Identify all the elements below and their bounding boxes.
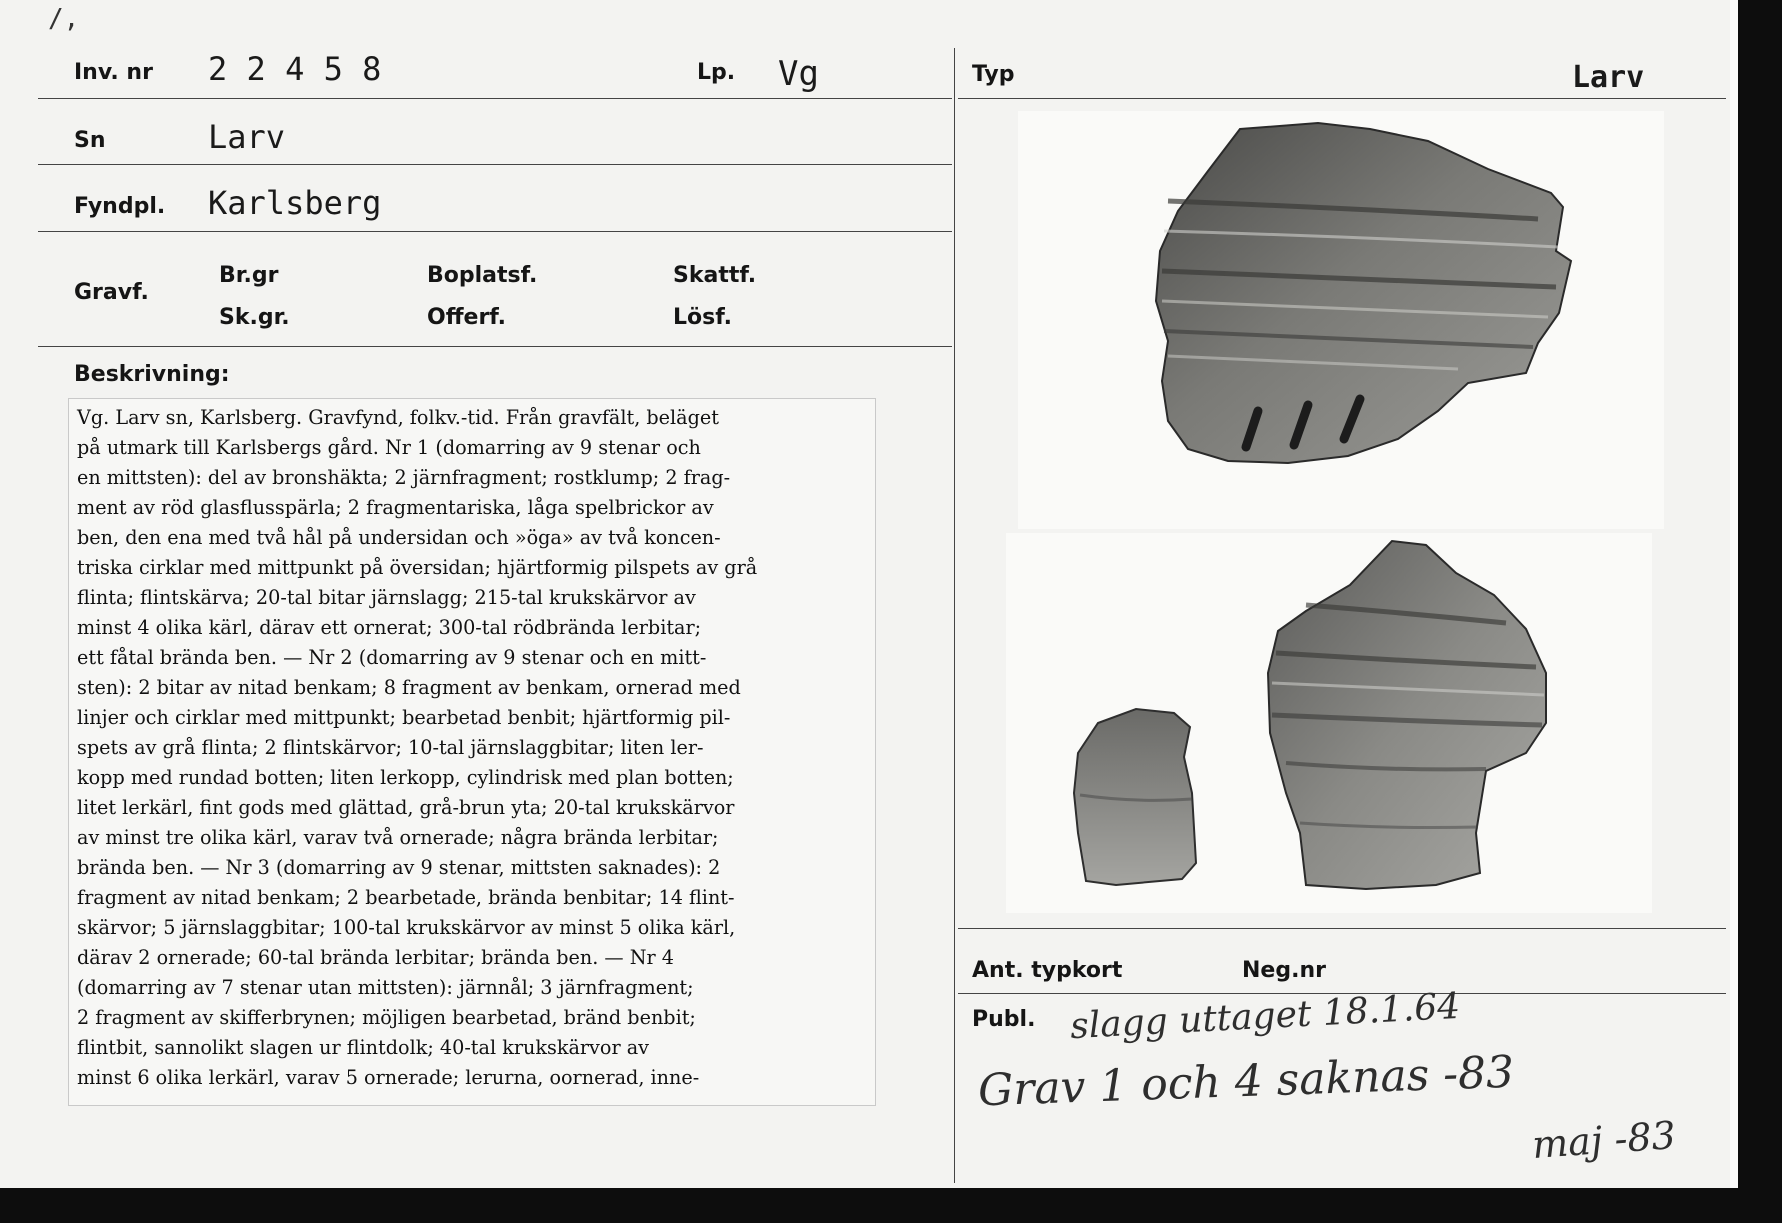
description-line: ben, den ena med två hål på undersidan och »öga» av två koncen- [77,526,721,549]
losf-label: Lösf. [673,305,732,330]
description-line: brända ben. — Nr 3 (domarring av 9 stenar, mittsten saknades): 2 [77,856,721,879]
description-line: linjer och cirklar med mittpunkt; bearbetad benbit; hjärtformig pil- [77,706,731,729]
offerf-label: Offerf. [427,305,507,330]
inv-nr-value: 2 2 4 5 8 [208,50,382,88]
rule-sn [38,164,952,165]
gravf-label: Gravf. [74,280,149,305]
description-line: fragment av nitad benkam; 2 bearbetade, brända benbitar; 14 flint- [77,886,735,909]
description-line: 2 fragment av skifferbrynen; möjligen bearbetad, bränd benbit; [77,1006,696,1029]
inv-nr-label: Inv. nr [74,60,153,85]
description-line: på utmark till Karlsbergs gård. Nr 1 (domarring av 9 stenar och [77,436,701,459]
corner-mark: /, [48,4,80,34]
handwritten-note-maj: maj -83 [1530,1113,1678,1167]
negnr-label: Neg.nr [1242,958,1326,983]
skattf-label: Skattf. [673,263,757,288]
rule-ant [958,928,1726,929]
sn-label: Sn [74,128,106,153]
description-line: därav 2 ornerade; 60-tal brända lerbitar; brända ben. — Nr 4 [77,946,674,969]
description-line: Vg. Larv sn, Karlsberg. Gravfynd, folkv.-tid. Från gravfält, beläget [77,406,719,429]
description-line: flinta; flintskärva; 20-tal bitar järnslagg; 215-tal krukskärvor av [77,586,696,609]
fyndpl-label: Fyndpl. [74,194,166,219]
description-line: minst 6 olika lerkärl, varav 5 ornerade; lerurna, oornerad, inne- [77,1066,700,1089]
card-edge [1730,0,1738,1188]
lp-label: Lp. [697,60,736,85]
description-line: (domarring av 7 stenar utan mittsten): järnnål; 3 järnfragment; [77,976,694,999]
rule-inv [38,98,952,99]
column-divider [954,48,955,1183]
ant-typkort-label: Ant. typkort [972,958,1123,983]
sherd-top-image [1018,111,1664,529]
rule-fyndpl [38,231,952,232]
sherds-bottom-image [1006,533,1652,913]
handwritten-note-grav: Grav 1 och 4 saknas -83 [977,1046,1515,1117]
description-slip [68,398,876,1106]
typ-label: Typ [972,62,1015,87]
fyndpl-value: Karlsberg [208,184,382,222]
description-line: kopp med rundad botten; liten lerkopp, cylindrisk med plan botten; [77,766,734,789]
rule-gravf [38,346,952,347]
description-line: spets av grå flinta; 2 flintskärvor; 10-tal järnslaggbitar; liten ler- [77,736,704,759]
description-line: en mittsten): del av bronshäkta; 2 järnfragment; rostklump; 2 frag- [77,466,731,489]
handwritten-note-slagg: slagg uttaget 18.1.64 [1069,985,1462,1048]
typ-value: Larv [1572,60,1645,95]
description-line: flintbit, sannolikt slagen ur flintdolk; 40-tal krukskärvor av [77,1036,649,1059]
publ-label: Publ. [972,1007,1036,1032]
description-line: litet lerkärl, fint gods med glättad, grå-brun yta; 20-tal krukskärvor [77,796,735,819]
rule-typ [958,98,1726,99]
skgr-label: Sk.gr. [219,305,290,330]
description-line: sten): 2 bitar av nitad benkam; 8 fragment av benkam, ornerad med [77,676,741,699]
description-line: ett fåtal brända ben. — Nr 2 (domarring av 9 stenar och en mitt- [77,646,707,669]
description-line: av minst tre olika kärl, varav två ornerade; några brända lerbitar; [77,826,719,849]
photo-sherds-bottom [1006,533,1652,913]
sn-value: Larv [208,118,286,156]
beskrivning-label: Beskrivning: [74,362,230,387]
description-line: triska cirklar med mittpunkt på översidan; hjärtformig pilspets av grå [77,556,758,579]
description-text [77,403,869,1093]
photo-sherd-top [1018,111,1664,529]
description-line: minst 4 olika kärl, därav ett ornerat; 300-tal rödbrända lerbitar; [77,616,702,639]
lp-value: Vg [778,54,819,94]
description-line: ment av röd glasflusspärla; 2 fragmentariska, låga spelbrickor av [77,496,714,519]
boplatsf-label: Boplatsf. [427,263,538,288]
brgr-label: Br.gr [219,263,279,288]
description-line: skärvor; 5 järnslaggbitar; 100-tal krukskärvor av minst 5 olika kärl, [77,916,736,939]
